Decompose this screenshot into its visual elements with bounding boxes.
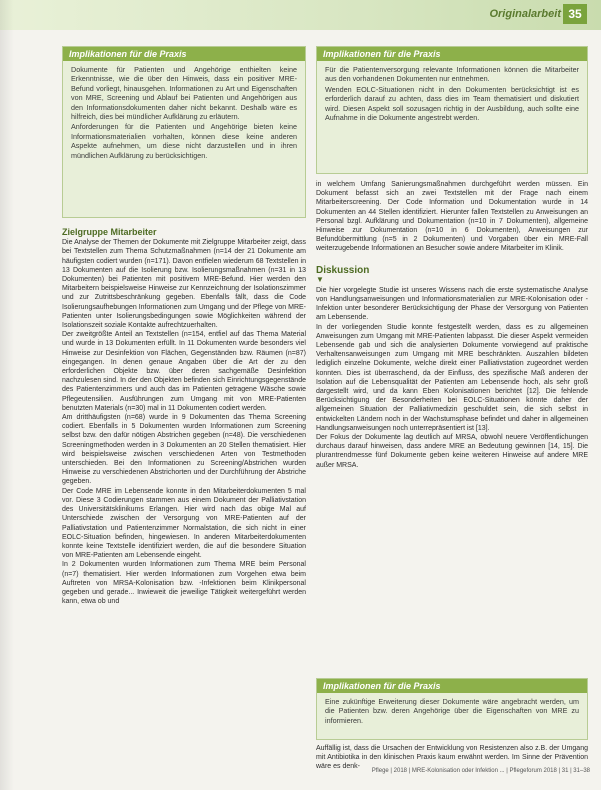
right-text-column [316,180,588,600]
page-fold-shadow [0,0,14,790]
implications-box-title: Implikationen für die Praxis [317,679,587,693]
right-text-column-bottom [316,744,588,771]
box-paragraph: Wenden EOLC-Situationen nicht in den Dokumenten berücksichtigt ist es erforderlich darauf zu achten, dass dies im Team thematisiert und diskutiert wird. Diesen Aspekt soll sozusagen richtig in der Ausbildung, auch sollte eine Aufnahme in die Dokumente angestrebt werden. [325,84,579,123]
body-paragraph: In 2 Dokumenten wurden Informationen zum Thema MRE beim Personal (n=7) thematisiert. Hier werden Informationen zum Vorgehen etwa beim Auftreten von MRSA-Kolonisation bzw. -Infektionen beim Klinikpersonal gegeben und gerade... Inwieweit die jeweilige Tätigkeit weitergeführt werden kann, etwa ob und [62,561,306,606]
implications-box-title: Implikationen für die Praxis [63,47,305,61]
implications-box-right-bottom [316,678,588,740]
body-paragraph: In der vorliegenden Studie konnte festgestellt werden, dass es zu allgemeinen Anweisungen zum Umgang mit MRE-Patienten labpasst. Die dieser Aspekt vermeiden Lebensende gab und sich die analysierten Dokumente vorwiegend auf praktische Verhaltensanweisungen zum Umgang mit MRE beschränkten. Auszahlen bildeten lediglich einzelne Dokumente, welche direkt einer Palliativstation zugeordnet werden konnten. Dies ist überraschend, da der Einfluss, des spezifische Maß anderen der Isolation auf die Lebensqualität der Patienten am Lebensende hoch, als sehr groß dargestellt wird, und da kann Eben Kolonisationen berichtet [12]. Die fehlende Berücksichtigung der Besonderheiten bei EOLC-Situationen könnte daher der allgemeinen Situation der Palliativmedizin geschuldet sein, die sich selbst in entwickelten Ländern noch in der Wachstumsphase befindet und daher in allgemeinen Handlungsanweisungen noch unterrepräsentiert ist [13]. [316,323,588,432]
implications-box-right [316,46,588,174]
section-heading: Zielgruppe Mitarbeiter [62,227,157,237]
implications-box-body [317,61,587,127]
body-paragraph: Am dritthäufigsten (n=68) wurde in 9 Dokumenten das Thema Screening codiert. Ebenfalls in 5 Dokumenten wurden Informationen zum Screening selbst bzw. den dafür nötigen Abstrichen gegeben (n=48). Die verschiedenen Screeningmethoden werden in 3 Dokumenten an 20 Stellen thematisiert. Hier wird beispielsweise zwischen verschiedenen Arten von Testmethoden unterschieden. Bei den Informationen zu Screening/Abstrichen wurden Hinweise zu verschiedenen Abstrichorten und der Durchführung der Abstriche gegeben. [62,414,306,486]
body-paragraph: Der zweitgrößte Anteil an Textstellen (n=154, entfiel auf das Thema Material und wurde in 13 Dokumenten erfüllt. In 11 Dokumenten wurde besonders viel Hinweise zur Desinfektion von Flächen, Gegenständen bzw. Räumen (n=87) eingegangen. In denen genaue Angaben über die Art der zu den erforderlichen Objekte bzw. über deren sachgemäße Desinfektion nachzulesen sind. In der den Objekten befinden sich Einrichtungsgegenstände des Patientenzimmers und auch das im Patienten getragene Wäsche sowie Pflegeutensilien. Ausführungen zum Umgang mit von MRE-Patienten benutzten Materials (n=30) mal in 11 Dokumenten codiert werden. [62,331,306,412]
section-label: Originalarbeit [489,8,561,20]
implications-box-left [62,46,306,218]
implications-box-body [63,61,305,165]
box-paragraph: Eine zukünftige Erweiterung dieser Dokumente wäre angebracht werden, um die Patienten bzw. deren Angehörige über die Eigenschaften von MRE zu informieren. [325,697,579,725]
box-paragraph: Anforderungen für die Patienten und Angehörige bieten keine Informationsmaterialien vorhalten, können diese keine anderen Aspekte aufnehmen, um diese nicht darzustellen und in ihren mündlichen Aufklärung zu berücksichtigen. [71,122,297,160]
implications-box-title: Implikationen für die Praxis [317,47,587,61]
arrow-down-icon: ▼ [316,274,324,284]
box-paragraph: Für die Patientenversorgung relevante Informationen können die Mitarbeiter aus den vorhandenen Dokumenten nur entnehmen. [325,65,579,84]
body-paragraph: Die hier vorgelegte Studie ist unseres Wissens nach die erste systematische Analyse von Handlungsanweisungen und Informationsmaterialien zur MRE-Kolonisation oder -Infektion unter besonderer Berücksichtigung der Phase der Versorgung von Patienten am Lebensende. [316,286,588,322]
page-number: 35 [563,4,587,24]
body-paragraph: in welchem Umfang Sanierungsmaßnahmen durchgeführt werden müssen. Ein Dokument befasst sich an zwei Textstellen mit der Frage nach einem Mitarbeiterscreening. Der Code Information und Dokumentation wurde in 14 Dokumenten an 44 Stellen identifiziert. Hierunter fallen Textstellen zu Anweisungen an Personal bzgl. Aufklärung und Dokumentation (n=10 in 7 Dokumenten), allgemeine Hinweise zur Dokumentation (n=10 in 6 Dokumenten), Anweisungen zur Befundübermittlung (n=5 in 2 Dokumenten) und Vorgaben über ein MRE-Fall weiterzugebende Informationen an Besucher sowie andere Mitarbeiter im Klinik. [316,181,588,253]
implications-box-body [317,693,587,730]
body-paragraph: Auffällig ist, dass die Ursachen der Entwicklung von Resistenzen also z.B. der Umgang mit Antibiotika in den klinischen Praxis kaum erwähnt werden. Im Sinne der Prävention wäre es denk- [316,745,588,771]
box-paragraph: Dokumente für Patienten und Angehörige enthielten keine Erkenntnisse, wie die über den Hinweis, dass ein positiver MRE-Befund vorliegt, hinausgehen. Informationen zu Art und Eigenschaften von MRE, Screening und Ablauf bei Patienten und Angehörigen aus den Informationsdokumenten daher nicht bekannt. Deshalb wäre es hilfreich, dies bei mündlicher Aufklärung zu erläutern. [71,65,297,122]
footer-citation: Pflege | 2018 | MRE-Kolonisation oder Infektion ... | Pflegeforum 2018 | 31 | 31–38 [371,768,590,774]
body-paragraph: Die Analyse der Themen der Dokumente mit Zielgruppe Mitarbeiter zeigt, dass bei Textstellen zum Thema Schutzmaßnahmen (n=14 der 21 Dokumente am häufigsten codiert wurden (n=171). Davon entfielen wiederum 68 Textstellen in 13 Dokumenten auf die Isolierung bzw. Isolierungsmaßnahmen (n=31 in 13 Dokumenten) bei Patienten mit positivem MRE-Befund. Hier werden den Mitarbeitern beispielsweise Hinweise zur Kennzeichnung der Isolationszimmer und zur Zutrittsbeschränkung gegeben. Ebenfalls fällt, dass die Code Isolierungsaufhebungen Informationen zum Umgang und der Pflege von MRE-Patienten unter Isolierungsbedingungen sowie Möglichkeiten während der Isolationszeit soziale Kontakte aufrechtzuerhalten. [62,239,306,330]
body-paragraph: Der Fokus der Dokumente lag deutlich auf MRSA, obwohl neuere Veröffentlichungen durchaus darauf hinweisen, dass andere MRE an Bedeutung gewinnen [14, 15]. Die plurantrendmesse fünf Dokumente geben keine weiteren Hinweise auf andere MRE außer MRSA. [316,434,588,469]
discussion-heading: Diskussion [316,264,370,276]
body-paragraph: Der Code MRE im Lebensende konnte in den Mitarbeiterdokumenten 5 mal vor. Diese 3 Codierungen stammen aus einem Dokument der Palliativstation des Universitätsklinikums Erlangen. Hier wird nach das obige Mal auf Unterschiede zwischen der Versorgung von MRE-Patienten auf der Palliativstation und Patientenzimmer Normalstation, die sich nicht in einer EOLC-Situation befinden, hingewiesen. In anderen Mitarbeiterdokumenten konnte keine Textstelle identifiziert werden, die auf die besondere Situation von MRE-Patienten am Lebensende eingeht. [62,487,306,560]
left-text-column [62,228,306,764]
